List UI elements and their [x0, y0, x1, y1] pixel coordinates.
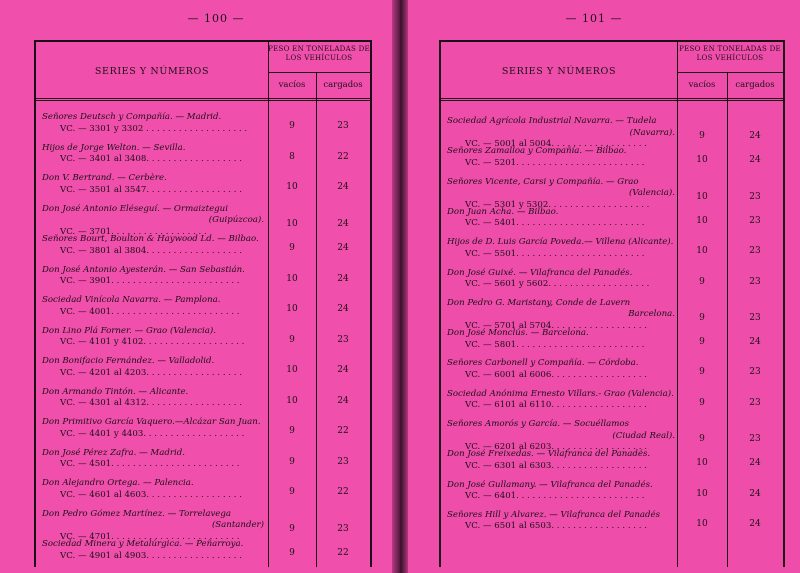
- vacios-value: 9: [289, 334, 295, 345]
- entry-row: [42, 478, 264, 501]
- page-number: — 101 —: [565, 12, 623, 25]
- left-page: [0, 0, 392, 573]
- entry-vc-range: VC. — 5001 al 5004. . . . . . . . . . . . . . . . . .: [465, 139, 647, 149]
- header-vacios: vacíos: [688, 80, 716, 90]
- vacios-value: 10: [286, 273, 298, 284]
- entry-name: Don Bonifacio Fernández. — Valladolid.: [42, 356, 215, 366]
- entry-row: [447, 268, 675, 291]
- entry-name: Don V. Bertrand. — Cerbère.: [42, 173, 167, 183]
- entry-location: (Ciudad Real).: [612, 430, 675, 441]
- entry-vc-range: VC. — 6501 al 6503. . . . . . . . . . . . . . . . . .: [465, 521, 647, 532]
- vacios-value: 9: [289, 243, 295, 253]
- entry-vc-range: VC. — 5801. . . . . . . . . . . . . . . . . . . . . . . .: [465, 339, 645, 350]
- entry-row: [42, 234, 264, 257]
- entry-vc-range: VC. — 4201 al 4203. . . . . . . . . . . . . . . . . .: [60, 367, 242, 378]
- entry-row: [42, 509, 264, 544]
- cargados-value: 23: [749, 246, 761, 257]
- entry-row: [42, 295, 264, 318]
- entry-name: Don José Pérez Zafra. — Madrid.: [42, 447, 185, 458]
- entry-row: [42, 173, 264, 196]
- entry-name: Don José Antonio Eléseguí. — Ormaiztegui: [42, 203, 228, 214]
- vacios-value: 10: [696, 191, 708, 202]
- cargados-value: 23: [749, 434, 761, 444]
- entry-name: Don José Guixé. — Vilafranca del Panadés.: [447, 267, 633, 278]
- vacios-value: 9: [699, 397, 705, 408]
- header-vacios: vacíos: [278, 80, 306, 90]
- entry-row: [447, 358, 675, 381]
- entry-vc-range: VC. — 3901. . . . . . . . . . . . . . . . . . . . . . . .: [60, 276, 240, 286]
- entry-row: [447, 449, 675, 472]
- entry-name: Don José Gullamany. — Vilafranca del Panadés.: [447, 479, 653, 490]
- vacios-value: 10: [696, 155, 708, 166]
- cargados-value: 23: [749, 312, 761, 323]
- entry-name: Señores Hill y Alvarez. — Vilafranca del Panadés: [447, 509, 661, 520]
- vacios-value: 10: [696, 458, 708, 469]
- header-peso: PESO EN TONELADAS DE LOS VEHÍCULOS: [679, 45, 781, 62]
- entry-name: Señores Carbonell y Compañía. — Córdoba.: [447, 358, 639, 369]
- entry-vc-range: VC. — 3301 y 3302 . . . . . . . . . . . . . . . . . . .: [60, 123, 248, 134]
- entry-name: Don Pedro G. Maristany, Conde de Lavern: [447, 297, 631, 308]
- cargados-value: 24: [749, 131, 761, 141]
- vacios-value: 9: [699, 337, 705, 348]
- right-table: [439, 40, 785, 567]
- entry-vc-range: VC. — 6101 al 6110. . . . . . . . . . . . . . . . . .: [465, 400, 647, 411]
- cargados-value: 23: [749, 397, 761, 408]
- cargados-value: 24: [337, 304, 349, 314]
- entry-name: Señores Zamalloa y Compañía. — Bilbao.: [447, 146, 627, 157]
- entry-row: [42, 356, 264, 379]
- entry-name: Don José Freixedas. — Vilafranca del Panadés.: [447, 449, 651, 460]
- header-peso: PESO EN TONELADAS DE LOS VEHÍCULOS: [268, 45, 370, 62]
- vacios-value: 9: [699, 276, 705, 287]
- vacios-value: 10: [286, 182, 298, 192]
- entry-row: [42, 326, 264, 349]
- entry-vc-range: VC. — 5601 y 5602. . . . . . . . . . . . . . . . . . .: [465, 279, 650, 289]
- entry-vc-range: VC. — 4101 y 4102. . . . . . . . . . . . . . . . . . .: [60, 337, 245, 347]
- entry-vc-range: VC. — 5501. . . . . . . . . . . . . . . . . . . . . . . .: [465, 248, 645, 259]
- cargados-value: 23: [749, 191, 761, 202]
- vacios-value: 9: [289, 487, 295, 497]
- entry-vc-range: VC. — 4001. . . . . . . . . . . . . . . . . . . . . . . .: [60, 306, 240, 317]
- entry-location: (Santander): [211, 520, 264, 530]
- entry-name: Sociedad Vinícola Navarra. — Pamplona.: [42, 295, 221, 305]
- entry-row: [42, 448, 264, 471]
- vacios-value: 9: [699, 434, 705, 444]
- entry-row: [42, 417, 264, 440]
- entry-name: Hijos de Jorge Welton. — Sevilla.: [42, 142, 186, 153]
- entry-name: Don Primitivo García Vaquero.—Alcázar San Juan.: [42, 417, 261, 427]
- entry-row: [42, 265, 264, 288]
- entry-vc-range: VC. — 3501 al 3547. . . . . . . . . . . . . . . . . .: [60, 184, 242, 195]
- left-table: [34, 40, 372, 567]
- cargados-value: 24: [749, 337, 761, 348]
- entry-vc-range: VC. — 3701. . . . . . . . . . . . . . . . . .: [60, 226, 207, 237]
- vacios-value: 9: [289, 456, 295, 467]
- vacios-value: 10: [286, 304, 298, 314]
- entry-row: [447, 480, 675, 503]
- entry-name: Señores Deutsch y Compañía. — Madrid.: [42, 112, 222, 122]
- entry-vc-range: VC. — 3401 al 3408. . . . . . . . . . . . . . . . . .: [60, 154, 242, 164]
- entry-location: (Valencia).: [628, 188, 675, 199]
- vacios-value: 9: [289, 121, 295, 131]
- header-rule: [441, 98, 783, 101]
- entry-row: [447, 510, 675, 533]
- entry-vc-range: VC. — 5701 al 5704. . . . . . . . . . . . . . . . . .: [465, 320, 647, 331]
- entry-name: Sociedad Anónima Ernesto Villars.- Grao (Valencia).: [447, 388, 674, 399]
- cargados-value: 24: [749, 458, 761, 469]
- vacios-value: 9: [289, 426, 295, 436]
- cargados-value: 22: [337, 426, 349, 436]
- entry-vc-range: VC. — 3801 al 3804. . . . . . . . . . . . . . . . . .: [60, 245, 242, 256]
- entry-name: Señores Bourt, Boulton & Haywood Ld. — Bilbao.: [42, 234, 259, 244]
- vacios-value: 10: [286, 395, 298, 406]
- header-series: SERIES Y NÚMEROS: [501, 65, 617, 77]
- cargados-value: 23: [749, 276, 761, 287]
- entry-name: Sociedad Agrícola Industrial Navarra. — Tudela: [447, 116, 657, 126]
- entry-row: [42, 387, 264, 410]
- header-subdivider: [268, 72, 370, 73]
- entry-name: Señores Amorós y García. — Socuéllamos: [447, 419, 629, 429]
- vacios-value: 8: [289, 151, 295, 162]
- cargados-value: 23: [337, 523, 349, 534]
- entry-row: [447, 237, 675, 260]
- entry-name: Don Juan Acha. — Bilbao.: [447, 206, 559, 217]
- entry-row: [447, 146, 675, 169]
- vacios-value: 9: [699, 131, 705, 141]
- entry-vc-range: VC. — 6201 al 6203. . . . . . . . . . . . . . . . . .: [465, 442, 647, 452]
- entry-vc-range: VC. — 5301 y 5302. . . . . . . . . . . . . . . . . . .: [465, 199, 650, 210]
- book-gutter: [392, 0, 408, 573]
- entry-vc-range: VC. — 4901 al 4903. . . . . . . . . . . . . . . . . .: [60, 550, 242, 561]
- header-cargados: cargados: [323, 80, 363, 90]
- entry-vc-range: VC. — 4701. . . . . . . . . . . . . . . . . . . . . . . .: [60, 531, 240, 542]
- entry-name: Don Lino Plá Forner. — Grao (Valencia).: [42, 325, 216, 336]
- cargados-value: 22: [337, 487, 349, 497]
- vacios-value: 9: [289, 523, 295, 534]
- cargados-value: 24: [749, 155, 761, 166]
- cargados-value: 24: [749, 518, 761, 529]
- entry-row: [42, 539, 264, 562]
- vacios-value: 10: [696, 518, 708, 529]
- cargados-value: 22: [337, 548, 349, 558]
- entry-name: Don Pedro Gómez Martínez. — Torrelavega: [42, 508, 232, 519]
- entry-location: Barcelona.: [628, 309, 675, 320]
- entry-row: [447, 328, 675, 351]
- vacios-value: 10: [286, 218, 298, 229]
- entry-location: (Guipúzcoa).: [208, 215, 264, 225]
- entry-vc-range: VC. — 5401. . . . . . . . . . . . . . . . . . . . . . . .: [465, 218, 645, 229]
- cargados-value: 24: [337, 243, 349, 253]
- cargados-value: 24: [337, 395, 349, 406]
- vacios-value: 10: [696, 488, 708, 499]
- entry-name: Sociedad Minera y Metalúrgica. — Peñarroya.: [42, 539, 244, 549]
- header-cargados: cargados: [735, 80, 775, 90]
- cargados-value: 24: [749, 488, 761, 499]
- cargados-value: 23: [749, 215, 761, 226]
- vacios-value: 9: [699, 312, 705, 323]
- entry-name: Señores Vicente, Carsi y Compañía. — Grao: [447, 176, 639, 187]
- page-number: — 100 —: [187, 12, 245, 25]
- header-series: SERIES Y NÚMEROS: [94, 65, 210, 77]
- entry-vc-range: VC. — 6301 al 6303. . . . . . . . . . . . . . . . . .: [465, 460, 647, 471]
- cargados-value: 22: [337, 151, 349, 162]
- vacios-value: 10: [696, 246, 708, 257]
- entry-vc-range: VC. — 4301 al 4312. . . . . . . . . . . . . . . . . .: [60, 398, 242, 408]
- right-page: [408, 0, 800, 573]
- cargados-value: 24: [337, 365, 349, 375]
- entry-row: [42, 112, 264, 135]
- vacios-value: 10: [696, 215, 708, 226]
- cargados-value: 24: [337, 218, 349, 229]
- entry-vc-range: VC. — 5201. . . . . . . . . . . . . . . . . . . . . . . .: [465, 157, 645, 168]
- cargados-value: 23: [337, 334, 349, 345]
- entry-row: [447, 207, 675, 230]
- entry-name: Don José Monclús. — Barcelona.: [447, 328, 589, 339]
- entry-row: [42, 143, 264, 166]
- cargados-value: 24: [337, 273, 349, 284]
- cargados-value: 24: [337, 182, 349, 192]
- entry-vc-range: VC. — 4501. . . . . . . . . . . . . . . . . . . . . . . .: [60, 459, 240, 469]
- header-subdivider: [677, 72, 783, 73]
- entry-name: Don José Antonio Ayesterán. — San Sebastián.: [42, 264, 245, 275]
- vacios-value: 10: [286, 365, 298, 375]
- entry-name: Don Alejandro Ortega. — Palencia.: [42, 478, 194, 488]
- vacios-value: 9: [289, 548, 295, 558]
- header-rule: [36, 98, 370, 101]
- entry-vc-range: VC. — 6401. . . . . . . . . . . . . . . . . . . . . . . .: [465, 491, 645, 502]
- entry-name: Hijos de D. Luis García Poveda.— Villena (Alicante).: [447, 237, 674, 248]
- entry-row: [447, 389, 675, 412]
- cargados-value: 23: [337, 121, 349, 131]
- entry-vc-range: VC. — 6001 al 6006. . . . . . . . . . . . . . . . . .: [465, 369, 647, 380]
- entry-row: [42, 204, 264, 239]
- entry-vc-range: VC. — 4401 y 4403. . . . . . . . . . . . . . . . . . .: [60, 428, 245, 439]
- entry-vc-range: VC. — 4601 al 4603. . . . . . . . . . . . . . . . . .: [60, 489, 242, 500]
- cargados-value: 23: [337, 456, 349, 467]
- vacios-value: 9: [699, 367, 705, 378]
- cargados-value: 23: [749, 367, 761, 378]
- entry-name: Don Armando Tintón. — Alicante.: [42, 386, 189, 397]
- entry-location: (Navarra).: [629, 127, 675, 138]
